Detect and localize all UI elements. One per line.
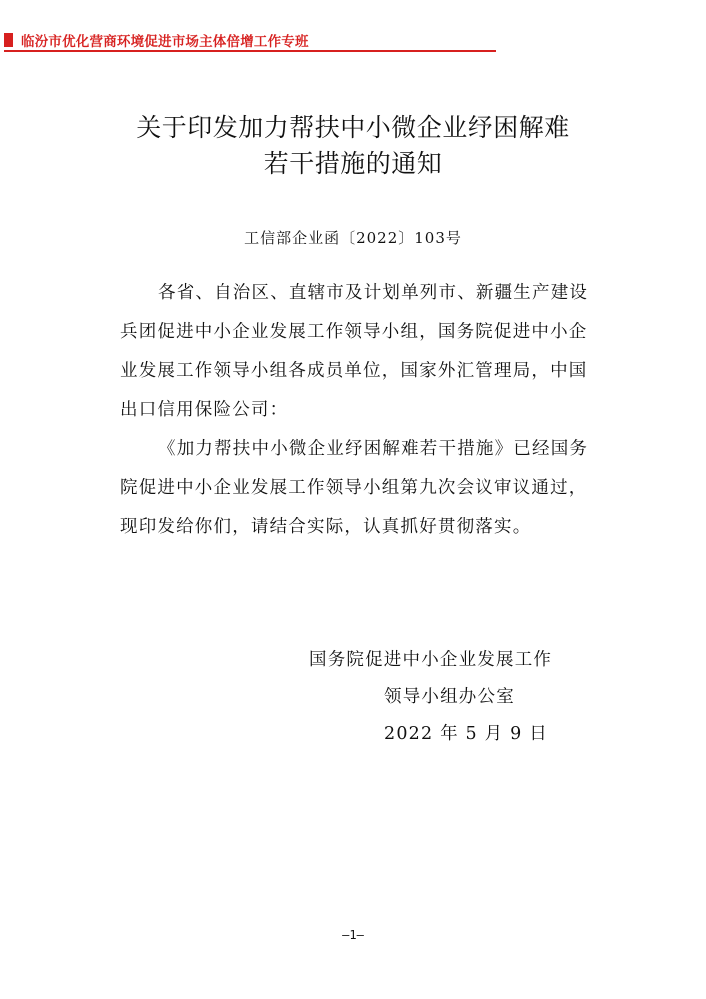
document-title-line-1: 关于印发加力帮扶中小微企业纾困解难 [136,113,570,142]
body-line: 现印发给你们，请结合实际，认真抓好贯彻落实。 [120,517,532,537]
document-number: 工信部企业函〔2022〕103号 [244,229,462,247]
signature-date: 2022 年 5 月 9 日 [384,724,548,744]
header-title: 临汾市优化营商环境促进市场主体倍增工作专班 [21,34,309,50]
document-title-line-2: 若干措施的通知 [263,149,443,178]
header-red-block [4,33,13,47]
body-line: 院促进中小企业发展工作领导小组第九次会议审议通过， [120,478,588,498]
body-line: 《加力帮扶中小微企业纾困解难若干措施》已经国务 [158,439,589,459]
body-line: 各省、自治区、直辖市及计划单列市、新疆生产建设 [158,283,589,303]
body-line: 出口信用保险公司： [120,400,289,420]
document-body [120,274,600,547]
body-line: 兵团促进中小企业发展工作领导小组，国务院促进中小企 [120,322,588,342]
page-number: —1— [342,928,364,942]
document-title [0,110,706,182]
header-banner [0,28,500,52]
body-line: 业发展工作领导小组各成员单位，国家外汇管理局，中国 [120,361,588,381]
signature-organization: 国务院促进中小企业发展工作 [309,650,553,670]
signature-office: 领导小组办公室 [384,687,515,707]
header-divider [4,50,496,52]
